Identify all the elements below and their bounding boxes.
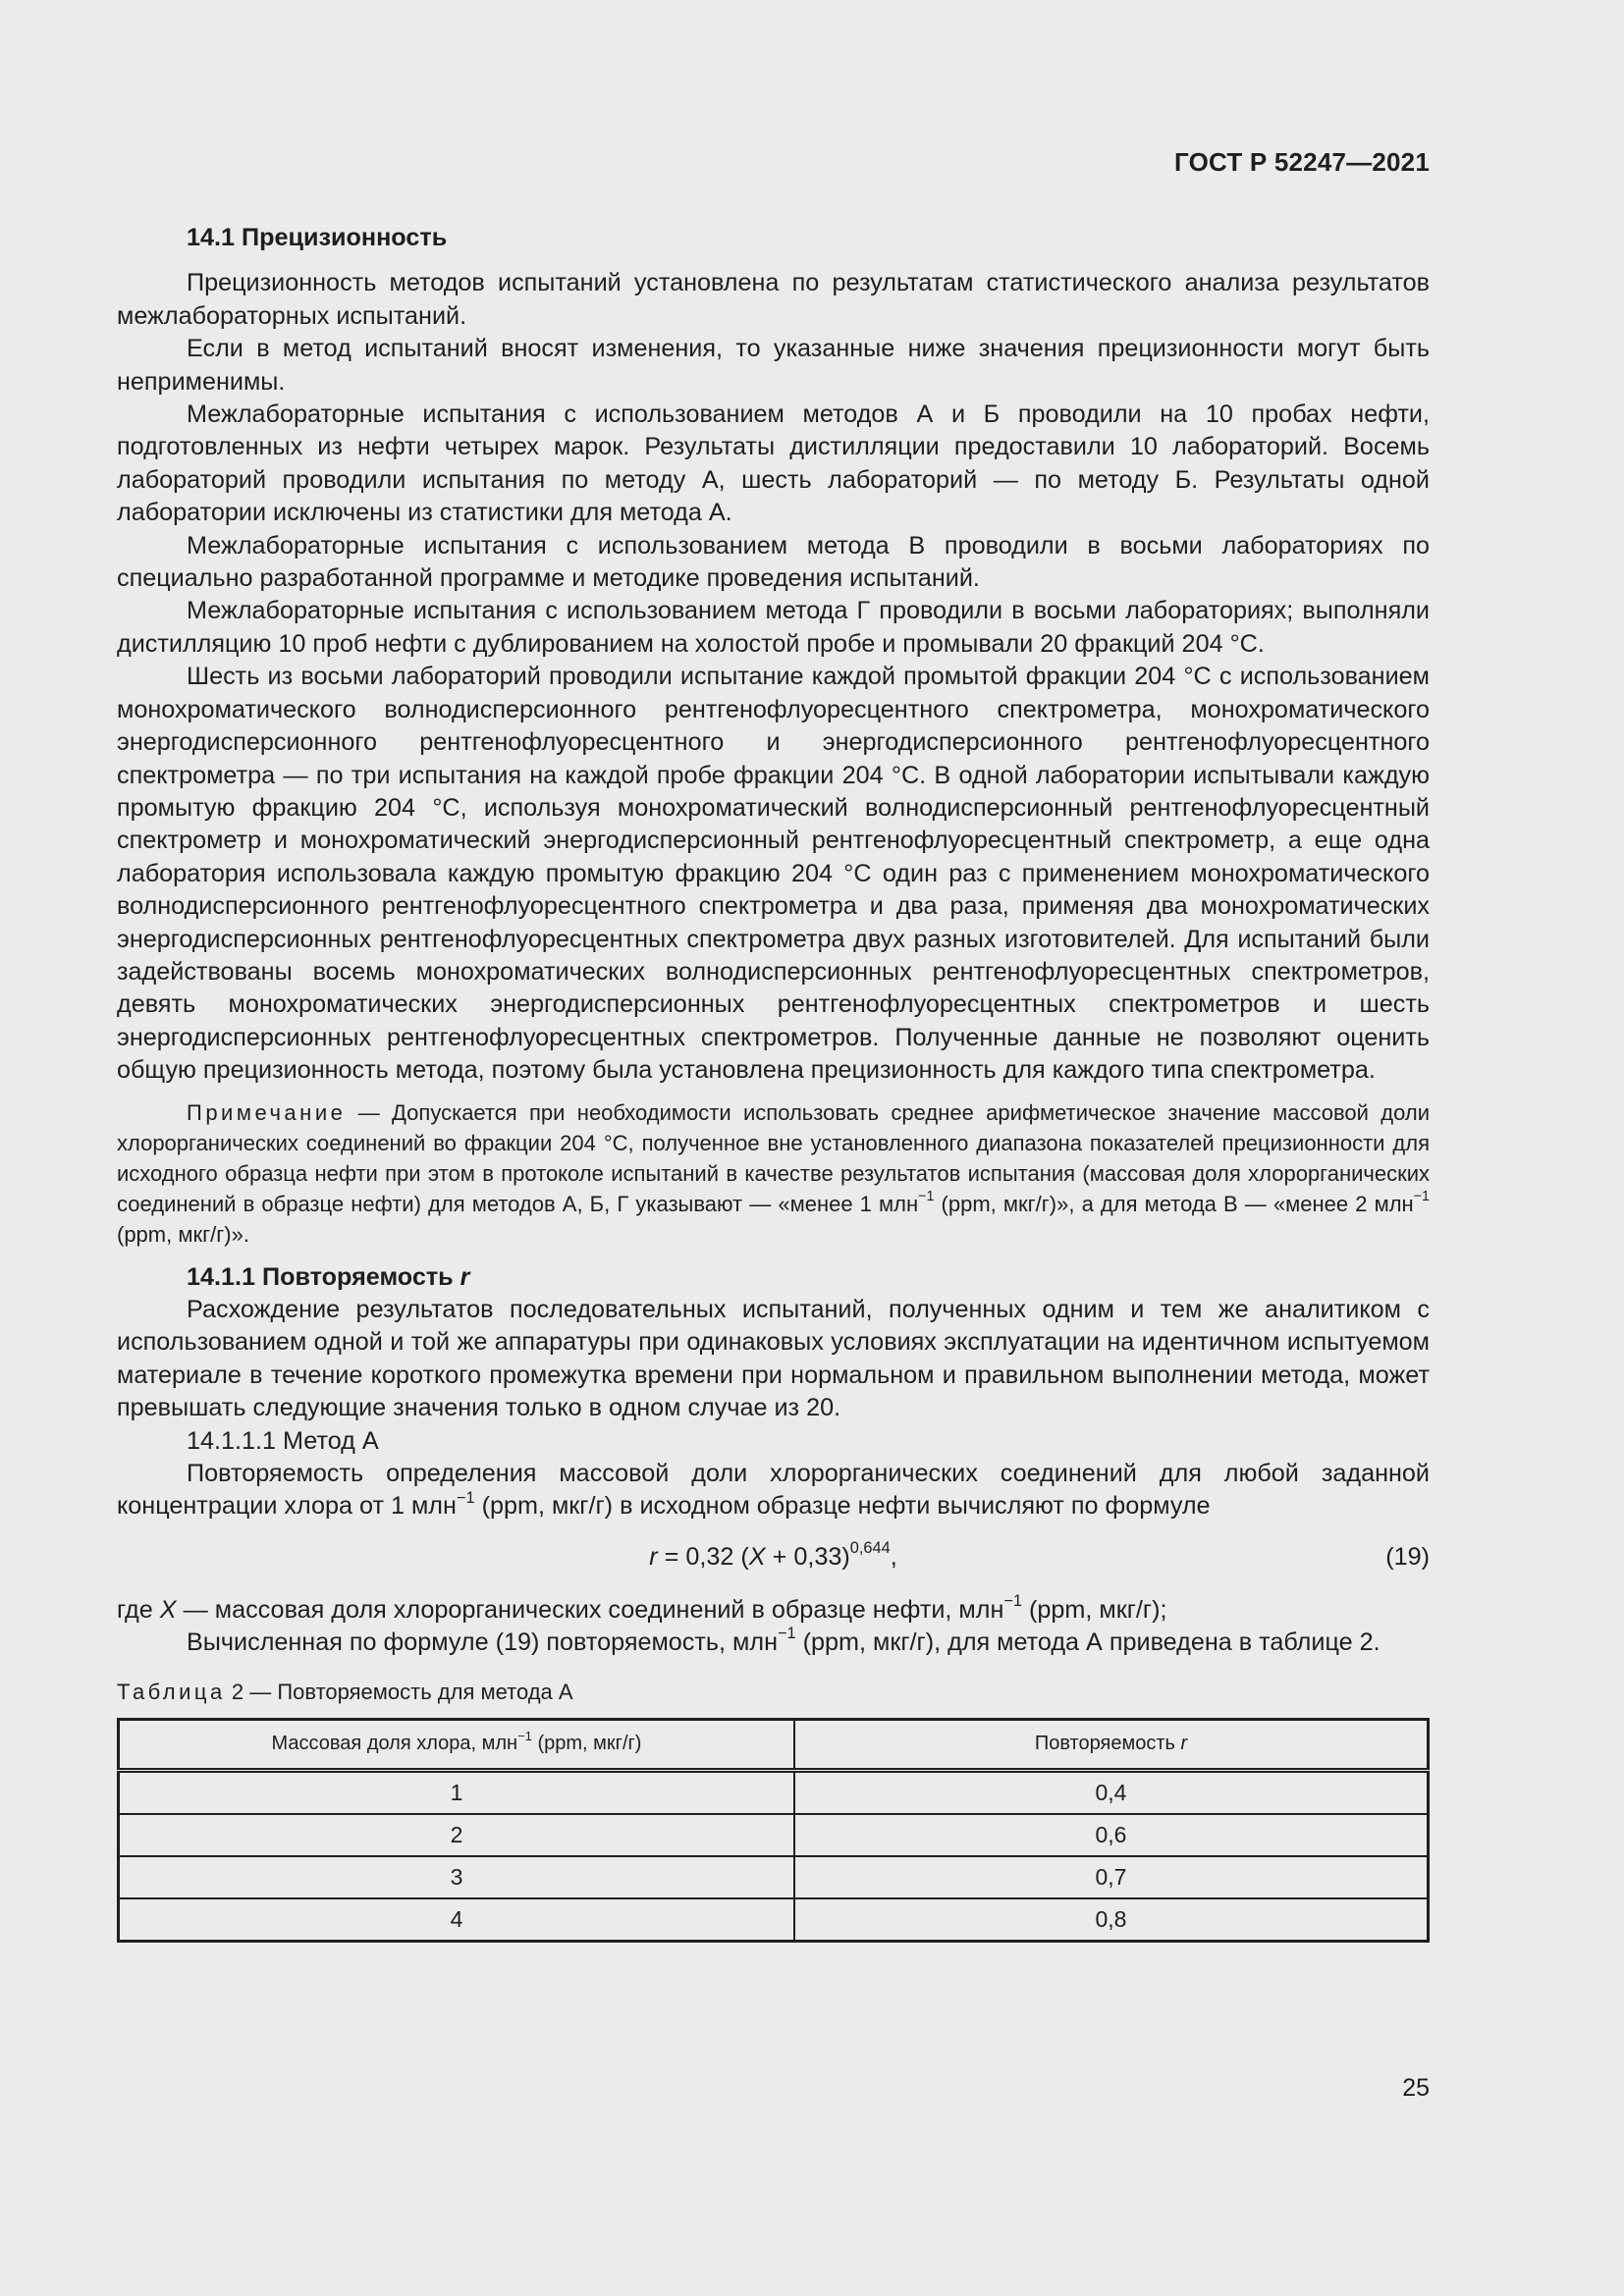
header-text: (ppm, мкг/г) [531,1733,642,1755]
table-caption [117,1676,1430,1708]
text-run: где [117,1595,160,1624]
subsection-heading-14-1-1-1: 14.1.1.1 Метод А [187,1426,379,1455]
standard-header: ГОСТ Р 52247—2021 [1174,147,1430,177]
table-row [119,1898,1429,1942]
cell-mass: 2 [119,1814,795,1856]
repeatability-table [117,1718,1430,1943]
section-heading-14-1-1 [117,1261,1430,1294]
formula-variable: X [159,1595,177,1624]
table-caption-label: Таблица [117,1679,226,1704]
table-header-row [119,1720,1429,1771]
paragraph: Межлабораторные испытания с использованием методов А и Б проводили на 10 пробах нефти, подготовленных из нефти четырех марок. Результаты дистилляции предоставили 10 лабораторий. Восемь лабораторий проводили испытания по методу А, шесть лабораторий — по методу Б. Результаты одной лаборатории исключены из статистики для метода А. [117,400,1430,527]
paragraph: Межлабораторные испытания с использованием метода В проводили в восьми лабораториях по специально разработанной программе и методике проведения испытаний. [117,531,1430,593]
heading-variable: r [460,1262,470,1291]
header-variable: r [1180,1733,1188,1755]
paragraph: Межлабораторные испытания с использованием метода Г проводили в восьми лабораториях; выполняли дистилляцию 10 проб нефти с дублированием на холостой пробе и промывали 20 фракций 204 °С. [117,597,1430,658]
formula-lhs: r [649,1542,658,1571]
header-text: Повторяемость [1034,1733,1181,1755]
text-run: Вычисленная по формуле (19) повторяемость, млн [187,1629,778,1657]
cell-repeatability: 0,7 [794,1856,1429,1898]
column-header-repeatability [794,1720,1429,1771]
formula-part: = 0,32 ( [657,1542,749,1571]
formula-variable: X [748,1542,766,1571]
cell-repeatability: 0,6 [794,1814,1429,1856]
note-text: — Допускается при необходимости использовать среднее арифметическое значение массовой доли хлорорганических соединений во фракции 204 °С, полученное вне установленного диапазона показателей прецизионности для исходного образца нефти при этом в протоколе испытаний в качестве результатов испытания (массовая доля хлорорганических соединений в образце нефти) для методов А, Б, Г указывают — «менее 1 млн [117,1099,1430,1216]
cell-repeatability: 0,4 [794,1771,1429,1815]
paragraph: Если в метод испытаний вносят изменения, то указанные ниже значения прецизионности могут быть неприменимы. [117,335,1430,396]
text-run: (ppm, мкг/г), для метода А приведена в таблице 2. [795,1629,1380,1657]
paragraph: Шесть из восьми лабораторий проводили испытание каждой промытой фракции 204 °С с использованием монохроматического волнодисперсионного рентгенофлуоресцентного спектрометра, монохроматического энергодисперсионного рентгенофлуоресцентного и энергодисперсионного рентгенофлуоресцентного спектрометра — по три испытания на каждой пробе фракции 204 °С. В одной лаборатории испытывали каждую промытую фракцию 204 °С, используя монохроматический волнодисперсионный рентгенофлуоресцентный спектрометр и монохроматический энергодисперсионный рентгенофлуоресцентный спектрометр, а еще одна лаборатория использовала каждую промытую фракцию 204 °С один раз с применением монохроматического волнодисперсионного рентгенофлуоресцентного спектрометра и два раза, применяя два монохроматических энергодисперсионных рентгенофлуоресцентных спектрометра двух разных изготовителей. Для испытаний были задействованы восемь монохроматических волнодисперсионных рентгенофлуоресцентных спектрометров, девять монохроматических энергодисперсионных рентгенофлуоресцентных спектрометров и шесть энергодисперсионных рентгенофлуоресцентных спектрометров. Полученные данные не позволяют оценить общую прецизионность метода, поэтому была установлена прецизионность для каждого типа спектрометра. [117,663,1430,1085]
paragraph: Расхождение результатов последовательных испытаний, полученных одним и тем же аналитиком с использованием одной и той же аппаратуры при одинаковых условиях эксплуатации на идентичном испытуемом материале в течение короткого промежутка времени при нормальном и правильном выполнении метода, может превышать следующие значения только в одном случае из 20. [117,1295,1430,1422]
note-text: (ppm, мкг/г)». [117,1221,249,1247]
paragraph [117,1458,1430,1523]
superscript: −1 [456,1488,475,1507]
note-text: (ppm, мкг/г)», а для метода В — «менее 2 млн [934,1191,1414,1216]
formula-part: + 0,33) [765,1542,850,1571]
formula-where [117,1591,1430,1627]
cell-repeatability: 0,8 [794,1898,1429,1942]
superscript: −1 [918,1189,935,1205]
text-run: (ppm, мкг/г) в исходном образце нефти вычисляют по формуле [474,1492,1211,1521]
formula-part: , [890,1542,897,1571]
table-row [119,1856,1429,1898]
paragraph [117,1627,1430,1659]
superscript: −1 [777,1625,796,1643]
note-label: Примечание [187,1099,347,1125]
superscript: −1 [1413,1189,1430,1205]
heading-text: 14.1.1 Повторяемость [187,1262,460,1291]
paragraph: Прецизионность методов испытаний установлена по результатам статистического анализа результатов межлабораторных испытаний. [117,269,1430,330]
table-row [119,1771,1429,1815]
cell-mass: 1 [119,1771,795,1815]
text-run: — массовая доля хлорорганических соединений в образце нефти, млн [176,1595,1004,1624]
table-caption-text: 2 — Повторяемость для метода А [225,1679,573,1704]
note-block [117,1097,1430,1250]
text-run: Повторяемость определения массовой доли хлорорганических соединений для любой заданной концентрации хлора от 1 млн [117,1460,1430,1521]
column-header-mass-fraction [119,1720,795,1771]
table-row [119,1814,1429,1856]
formula-expression [117,1538,1430,1574]
superscript: −1 [1003,1591,1023,1610]
header-text: Массовая доля хлора, млн [271,1733,518,1755]
section-heading-14-1: 14.1 Прецизионность [187,224,448,251]
formula-19 [117,1531,1430,1586]
formula-number: (19) [1385,1542,1430,1571]
page-number: 25 [1402,2074,1430,2102]
superscript: −1 [517,1728,532,1743]
text-run: (ppm, мкг/г); [1022,1595,1167,1624]
formula-exponent: 0,644 [849,1538,891,1557]
cell-mass: 4 [119,1898,795,1942]
page-content [117,222,1430,1943]
cell-mass: 3 [119,1856,795,1898]
